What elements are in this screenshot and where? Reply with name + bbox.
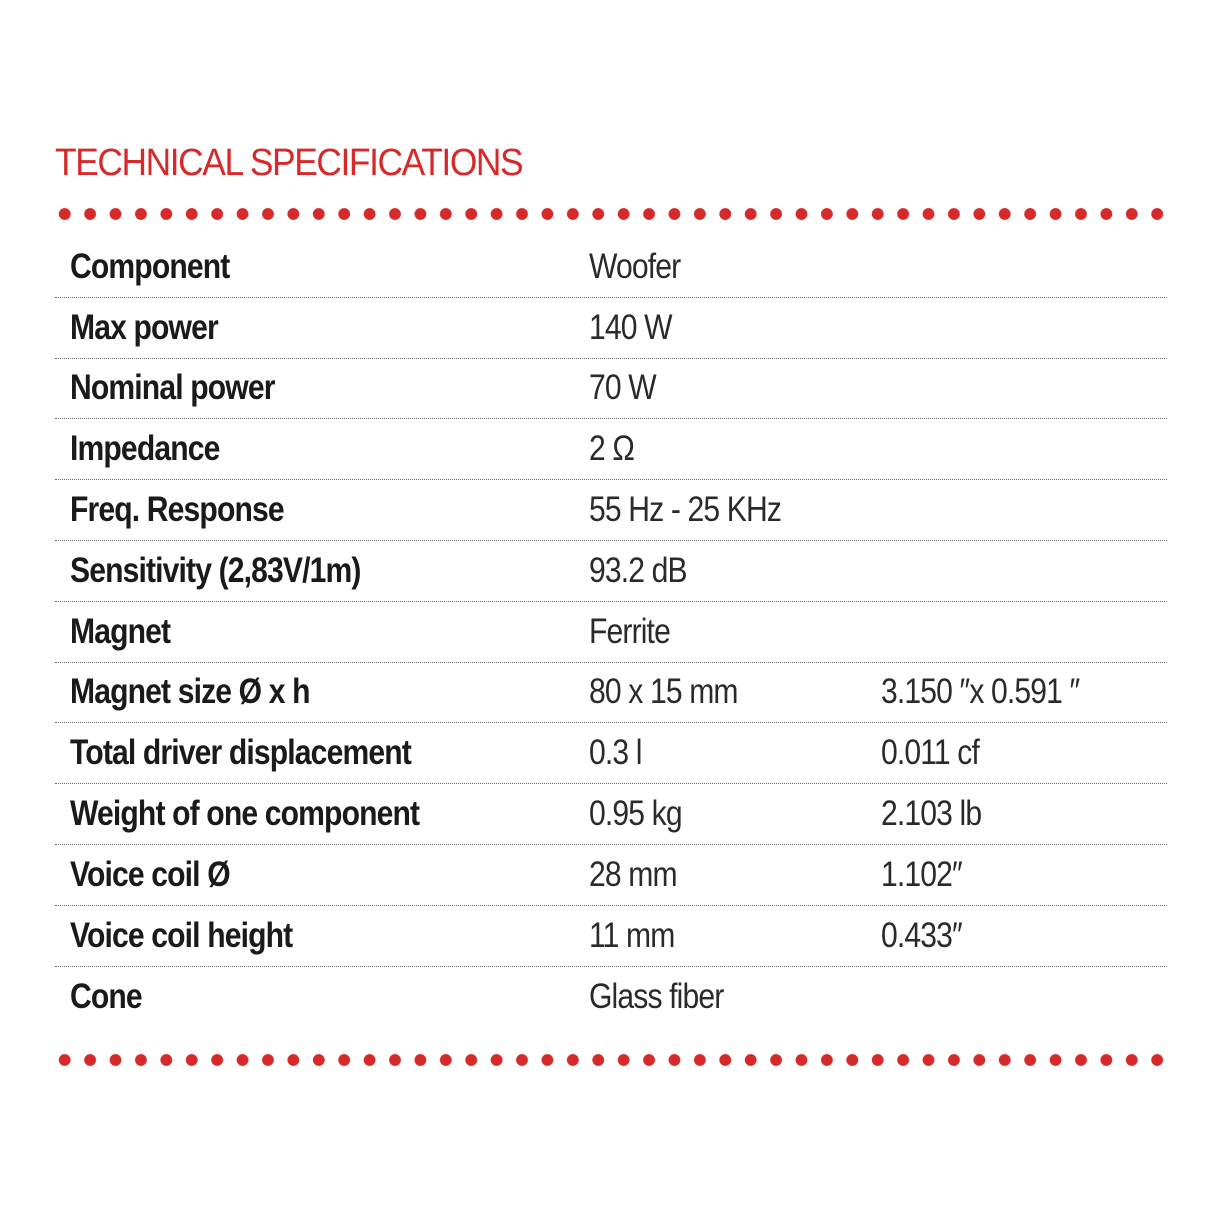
spec-label: Component	[70, 246, 230, 286]
spec-label: Voice coil Ø	[70, 854, 230, 894]
dotted-divider-top	[52, 208, 1170, 220]
spec-row-displacement	[55, 723, 1167, 784]
spec-row-nominal-power	[55, 359, 1167, 420]
spec-label: Impedance	[70, 429, 220, 469]
spec-label: Weight of one component	[70, 794, 420, 834]
spec-row-cone	[55, 967, 1167, 1028]
spec-value-imperial: 2.103 lb	[881, 794, 982, 834]
dotted-divider-bottom	[52, 1054, 1170, 1066]
spec-value-metric: 11 mm	[589, 915, 675, 955]
spec-value-imperial: 0.433″	[881, 915, 962, 955]
spec-value-metric: Ferrite	[589, 611, 670, 651]
spec-row-voice-coil-diameter	[55, 845, 1167, 906]
spec-label: Voice coil height	[70, 915, 293, 955]
spec-row-freq-response	[55, 480, 1167, 541]
spec-label: Nominal power	[70, 368, 275, 408]
spec-label: Total driver displacement	[70, 733, 411, 773]
spec-row-component	[55, 237, 1167, 298]
spec-value-metric: Glass fiber	[589, 976, 724, 1016]
spec-value-imperial: 3.150 ″x 0.591 ″	[881, 672, 1080, 712]
spec-value-metric: 140 W	[589, 307, 672, 347]
spec-value-metric: 2 Ω	[589, 429, 635, 469]
spec-label: Cone	[70, 976, 142, 1016]
spec-value-metric: 70 W	[589, 368, 656, 408]
spec-value-imperial: 0.011 cf	[881, 733, 979, 773]
spec-row-magnet-size	[55, 663, 1167, 724]
spec-row-magnet	[55, 602, 1167, 663]
spec-table	[55, 237, 1167, 1027]
spec-label: Magnet size Ø x h	[70, 672, 310, 712]
spec-value-metric: 0.95 kg	[589, 794, 682, 834]
spec-label: Max power	[70, 307, 218, 347]
spec-value-metric: 55 Hz - 25 KHz	[589, 490, 782, 530]
spec-row-weight	[55, 784, 1167, 845]
spec-value-metric: 80 x 15 mm	[589, 672, 738, 712]
spec-value-metric: Woofer	[589, 246, 681, 286]
spec-label: Freq. Response	[70, 490, 284, 530]
spec-value-metric: 93.2 dB	[589, 550, 687, 590]
spec-value-imperial: 1.102″	[881, 854, 962, 894]
page-title: TECHNICAL SPECIFICATIONS	[55, 142, 523, 184]
spec-row-voice-coil-height	[55, 906, 1167, 967]
spec-row-max-power	[55, 298, 1167, 359]
spec-label: Sensitivity (2,83V/1m)	[70, 550, 361, 590]
spec-value-metric: 0.3 l	[589, 733, 642, 773]
spec-value-metric: 28 mm	[589, 854, 677, 894]
spec-row-impedance	[55, 419, 1167, 480]
spec-row-sensitivity	[55, 541, 1167, 602]
spec-label: Magnet	[70, 611, 171, 651]
